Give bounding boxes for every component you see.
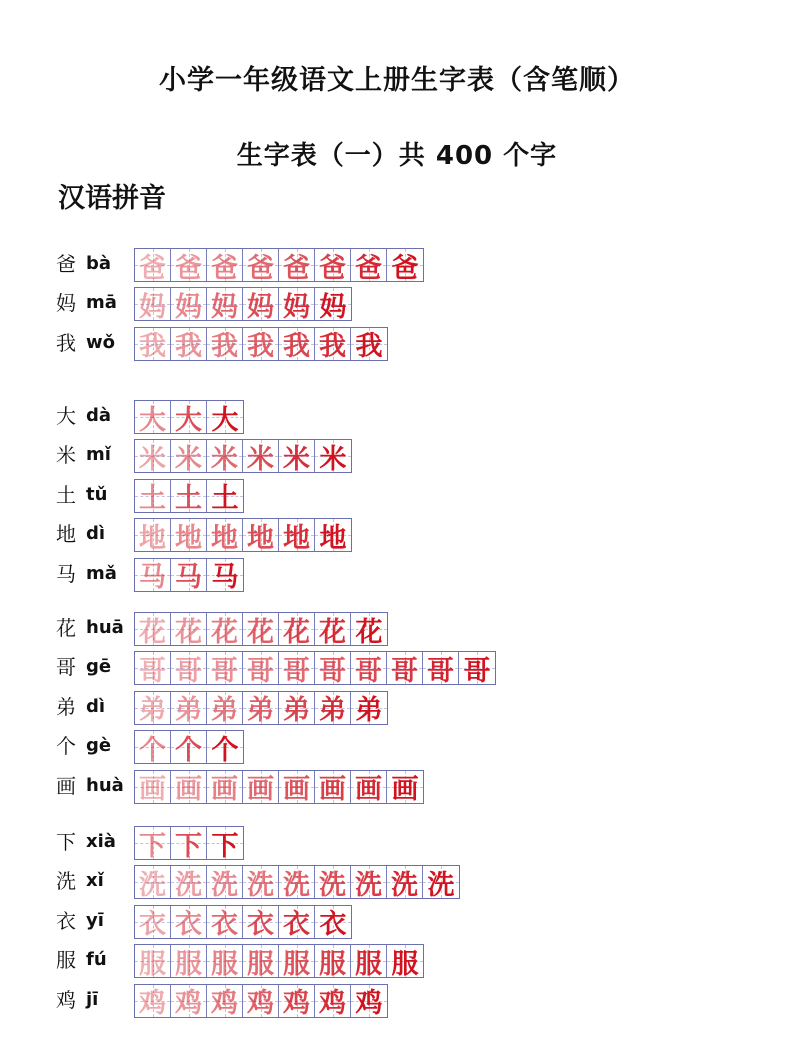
stroke-step-cell [351, 985, 387, 1020]
pinyin-label: yī [86, 909, 104, 931]
stroke-step-cell [279, 866, 315, 901]
stroke-step-glyph: 马 [139, 562, 166, 594]
stroke-step-cell [171, 328, 207, 363]
stroke-step-glyph: 地 [211, 522, 238, 554]
stroke-step-cell [207, 328, 243, 363]
stroke-step-glyph: 服 [247, 948, 274, 980]
stroke-step-cell [351, 613, 387, 648]
stroke-step-glyph: 爸 [391, 252, 419, 284]
stroke-order-grid [134, 612, 388, 646]
stroke-step-cell [135, 613, 171, 648]
pinyin-label: bà [86, 253, 112, 274]
stroke-step-cell [351, 652, 387, 687]
stroke-step-cell [315, 692, 351, 727]
stroke-step-glyph: 衣 [175, 909, 202, 941]
stroke-step-glyph: 洗 [391, 869, 418, 901]
stroke-step-glyph: 妈 [139, 291, 166, 323]
stroke-step-glyph: 土 [139, 483, 166, 515]
stroke-order-grid [134, 730, 244, 764]
stroke-step-cell [135, 401, 171, 436]
stroke-step-glyph: 衣 [139, 909, 166, 941]
stroke-step-glyph: 洗 [139, 869, 166, 901]
stroke-step-glyph: 下 [211, 830, 239, 862]
stroke-step-glyph: 大 [211, 404, 239, 436]
stroke-order-grid [134, 826, 244, 860]
character-label: 马 [56, 561, 76, 586]
stroke-step-cell [351, 866, 387, 901]
character-label: 我 [56, 330, 76, 355]
stroke-step-glyph: 我 [247, 331, 274, 363]
stroke-step-glyph: 爸 [175, 252, 202, 284]
stroke-step-glyph: 鸡 [247, 988, 274, 1020]
character-label: 地 [56, 522, 76, 547]
stroke-step-glyph: 画 [391, 774, 419, 806]
character-label: 花 [56, 616, 76, 640]
stroke-step-glyph: 花 [139, 616, 166, 648]
stroke-step-cell [171, 559, 207, 594]
stroke-step-glyph: 服 [175, 948, 202, 980]
stroke-step-cell [207, 827, 243, 862]
stroke-step-glyph: 我 [355, 331, 383, 363]
stroke-step-glyph: 哥 [319, 655, 346, 687]
stroke-step-glyph: 地 [247, 522, 274, 554]
stroke-step-cell [279, 692, 315, 727]
stroke-step-glyph: 下 [139, 830, 166, 862]
stroke-step-cell [387, 652, 423, 687]
character-label: 衣 [56, 908, 76, 933]
stroke-step-cell [207, 945, 243, 980]
stroke-step-cell [171, 945, 207, 980]
stroke-step-glyph: 弟 [139, 695, 166, 727]
stroke-step-cell [243, 945, 279, 980]
stroke-step-cell [171, 692, 207, 727]
stroke-step-glyph: 哥 [463, 655, 491, 687]
stroke-step-cell [135, 827, 171, 862]
stroke-step-glyph: 爸 [139, 252, 166, 284]
stroke-step-glyph: 画 [355, 774, 382, 806]
page-subtitle: 生字表（一）共 400 个字 [236, 141, 558, 171]
stroke-step-glyph: 哥 [175, 655, 202, 687]
character-label: 哥 [56, 655, 76, 680]
stroke-step-cell [315, 249, 351, 284]
stroke-step-cell [171, 906, 207, 941]
stroke-step-cell [207, 440, 243, 475]
stroke-step-glyph: 鸡 [211, 988, 238, 1020]
stroke-step-glyph: 花 [319, 616, 346, 648]
stroke-step-cell [207, 613, 243, 648]
stroke-step-glyph: 洗 [175, 869, 202, 901]
stroke-step-cell [387, 866, 423, 901]
character-label: 大 [56, 404, 76, 428]
stroke-step-cell [387, 771, 423, 806]
stroke-step-glyph: 地 [319, 522, 347, 554]
stroke-step-glyph: 服 [139, 948, 166, 980]
stroke-step-glyph: 妈 [283, 291, 310, 323]
stroke-step-glyph: 我 [175, 331, 202, 363]
stroke-step-glyph: 米 [247, 443, 274, 475]
character-label: 画 [56, 773, 76, 798]
stroke-step-glyph: 个 [139, 734, 166, 766]
stroke-step-cell [315, 613, 351, 648]
stroke-step-glyph: 哥 [211, 655, 238, 687]
pinyin-label: dà [86, 405, 112, 426]
stroke-step-glyph: 画 [319, 774, 346, 806]
stroke-order-grid [134, 691, 388, 725]
stroke-step-cell [171, 480, 207, 515]
stroke-step-glyph: 下 [175, 830, 202, 862]
stroke-order-grid [134, 518, 352, 552]
stroke-step-glyph: 爸 [319, 252, 346, 284]
stroke-step-cell [135, 771, 171, 806]
stroke-step-cell [207, 652, 243, 687]
stroke-step-glyph: 米 [175, 443, 202, 475]
stroke-step-cell [315, 945, 351, 980]
stroke-step-cell [135, 906, 171, 941]
stroke-step-glyph: 妈 [319, 291, 347, 323]
stroke-step-glyph: 爸 [211, 252, 238, 284]
stroke-step-glyph: 米 [283, 443, 310, 475]
stroke-order-grid [134, 984, 388, 1018]
stroke-step-glyph: 服 [391, 948, 419, 980]
stroke-step-cell [351, 945, 387, 980]
stroke-step-glyph: 地 [175, 522, 202, 554]
pinyin-label: xià [86, 831, 116, 852]
stroke-step-cell [315, 866, 351, 901]
stroke-step-cell [243, 906, 279, 941]
stroke-order-grid [134, 770, 424, 804]
stroke-step-cell [387, 249, 423, 284]
stroke-order-grid [134, 651, 496, 685]
character-label: 个 [56, 734, 76, 759]
stroke-step-cell [171, 731, 207, 766]
stroke-step-cell [207, 249, 243, 284]
stroke-step-glyph: 马 [211, 562, 239, 594]
stroke-step-glyph: 洗 [247, 869, 274, 901]
stroke-step-glyph: 洗 [319, 869, 346, 901]
stroke-step-cell [315, 985, 351, 1020]
stroke-step-glyph: 土 [211, 483, 239, 515]
pinyin-label: dì [86, 523, 106, 545]
stroke-step-cell [279, 440, 315, 475]
stroke-step-glyph: 我 [319, 331, 346, 363]
stroke-step-glyph: 洗 [283, 869, 310, 901]
stroke-step-glyph: 弟 [247, 695, 274, 727]
stroke-step-cell [279, 613, 315, 648]
pinyin-label: tǔ [86, 483, 108, 505]
stroke-step-glyph: 衣 [211, 909, 238, 941]
stroke-step-glyph: 衣 [319, 909, 347, 941]
stroke-step-cell [171, 985, 207, 1020]
stroke-step-glyph: 弟 [283, 695, 310, 727]
stroke-step-cell [135, 328, 171, 363]
stroke-step-glyph: 弟 [319, 695, 346, 727]
character-label: 鸡 [56, 987, 76, 1012]
stroke-step-cell [207, 985, 243, 1020]
stroke-step-cell [315, 328, 351, 363]
stroke-step-cell [135, 731, 171, 766]
stroke-order-grid [134, 327, 388, 361]
stroke-step-glyph: 土 [175, 483, 202, 515]
stroke-step-cell [207, 906, 243, 941]
stroke-step-cell [243, 288, 279, 323]
stroke-step-glyph: 弟 [211, 695, 238, 727]
stroke-step-cell [243, 652, 279, 687]
character-label: 米 [56, 443, 76, 468]
pinyin-label: wǒ [86, 331, 115, 353]
stroke-step-cell [243, 328, 279, 363]
stroke-step-cell [243, 692, 279, 727]
pinyin-label: mǎ [86, 562, 117, 584]
section-heading: 汉语拼音 [58, 183, 166, 214]
stroke-step-cell [243, 249, 279, 284]
character-label: 下 [56, 830, 76, 854]
stroke-step-glyph: 花 [175, 616, 202, 648]
stroke-step-glyph: 米 [211, 443, 238, 475]
stroke-step-glyph: 妈 [175, 291, 202, 323]
stroke-step-cell [315, 440, 351, 475]
stroke-step-cell [171, 652, 207, 687]
stroke-step-cell [243, 771, 279, 806]
stroke-step-cell [135, 440, 171, 475]
stroke-step-cell [207, 480, 243, 515]
stroke-order-grid [134, 905, 352, 939]
stroke-step-glyph: 花 [283, 616, 310, 648]
stroke-step-glyph: 哥 [139, 655, 166, 687]
stroke-order-grid [134, 479, 244, 513]
stroke-step-glyph: 画 [175, 774, 202, 806]
stroke-step-glyph: 画 [211, 774, 238, 806]
stroke-step-cell [279, 249, 315, 284]
stroke-step-glyph: 米 [139, 443, 166, 475]
stroke-step-glyph: 我 [211, 331, 238, 363]
stroke-step-cell [279, 985, 315, 1020]
stroke-step-glyph: 哥 [427, 655, 454, 687]
stroke-step-glyph: 爸 [283, 252, 310, 284]
stroke-step-cell [207, 731, 243, 766]
stroke-step-cell [135, 288, 171, 323]
stroke-order-grid [134, 248, 424, 282]
stroke-step-glyph: 画 [247, 774, 274, 806]
stroke-step-glyph: 我 [283, 331, 310, 363]
stroke-step-cell [279, 771, 315, 806]
stroke-order-grid [134, 439, 352, 473]
stroke-step-cell [135, 480, 171, 515]
pinyin-label: huà [86, 774, 124, 796]
stroke-step-glyph: 爸 [247, 252, 274, 284]
stroke-step-cell [423, 652, 459, 687]
stroke-step-cell [171, 827, 207, 862]
stroke-step-glyph: 服 [283, 948, 310, 980]
pinyin-label: mǐ [86, 444, 111, 466]
stroke-step-cell [243, 440, 279, 475]
stroke-step-cell [207, 771, 243, 806]
stroke-step-cell [207, 559, 243, 594]
stroke-step-cell [243, 613, 279, 648]
stroke-step-glyph: 妈 [211, 291, 238, 323]
stroke-step-glyph: 衣 [283, 909, 310, 941]
stroke-step-glyph: 服 [319, 948, 346, 980]
stroke-step-cell [387, 945, 423, 980]
stroke-step-cell [207, 519, 243, 554]
stroke-step-cell [279, 328, 315, 363]
pinyin-label: gē [86, 656, 112, 678]
stroke-step-cell [351, 249, 387, 284]
pinyin-label: dì [86, 695, 106, 717]
stroke-step-cell [243, 519, 279, 554]
character-label: 服 [56, 948, 76, 973]
stroke-step-glyph: 鸡 [175, 988, 202, 1020]
stroke-step-glyph: 鸡 [283, 988, 310, 1020]
stroke-step-cell [171, 771, 207, 806]
stroke-step-glyph: 洗 [427, 869, 455, 901]
stroke-step-glyph: 鸡 [355, 988, 383, 1020]
stroke-step-glyph: 画 [283, 774, 310, 806]
stroke-step-cell [135, 985, 171, 1020]
stroke-step-cell [423, 866, 459, 901]
stroke-step-cell [279, 652, 315, 687]
stroke-step-cell [135, 519, 171, 554]
stroke-step-cell [135, 866, 171, 901]
stroke-step-glyph: 哥 [247, 655, 274, 687]
stroke-step-cell [171, 866, 207, 901]
pinyin-label: fú [86, 949, 107, 971]
stroke-step-glyph: 花 [247, 616, 274, 648]
stroke-step-cell [171, 613, 207, 648]
stroke-step-glyph: 米 [319, 443, 347, 475]
stroke-step-glyph: 花 [211, 616, 238, 648]
stroke-step-cell [207, 288, 243, 323]
stroke-step-cell [171, 440, 207, 475]
stroke-step-glyph: 哥 [391, 655, 418, 687]
stroke-step-cell [171, 288, 207, 323]
stroke-step-cell [171, 249, 207, 284]
stroke-step-cell [171, 519, 207, 554]
pinyin-label: xǐ [86, 870, 104, 892]
character-label: 弟 [56, 694, 76, 719]
stroke-step-cell [135, 559, 171, 594]
stroke-step-glyph: 衣 [247, 909, 274, 941]
character-label: 爸 [56, 252, 76, 276]
character-label: 洗 [56, 869, 76, 894]
stroke-step-glyph: 大 [139, 404, 166, 436]
stroke-step-glyph: 哥 [283, 655, 310, 687]
pinyin-label: jī [86, 988, 99, 1010]
stroke-step-cell [315, 519, 351, 554]
pinyin-label: gè [86, 735, 112, 757]
stroke-step-glyph: 妈 [247, 291, 274, 323]
pinyin-label: mā [86, 292, 117, 314]
stroke-step-glyph: 爸 [355, 252, 382, 284]
stroke-step-cell [207, 692, 243, 727]
stroke-step-glyph: 画 [139, 774, 166, 806]
stroke-order-grid [134, 558, 244, 592]
stroke-step-glyph: 服 [211, 948, 238, 980]
stroke-step-glyph: 花 [355, 616, 383, 648]
stroke-step-glyph: 弟 [175, 695, 202, 727]
stroke-step-cell [315, 288, 351, 323]
stroke-step-cell [171, 401, 207, 436]
stroke-step-cell [279, 288, 315, 323]
stroke-step-cell [315, 771, 351, 806]
stroke-step-glyph: 大 [175, 404, 202, 436]
stroke-step-cell [279, 906, 315, 941]
character-label: 妈 [56, 291, 76, 316]
character-label: 土 [56, 482, 76, 507]
stroke-step-cell [243, 866, 279, 901]
stroke-step-glyph: 个 [211, 734, 239, 766]
stroke-step-cell [351, 771, 387, 806]
stroke-step-glyph: 地 [283, 522, 310, 554]
stroke-step-cell [351, 692, 387, 727]
stroke-step-cell [207, 401, 243, 436]
stroke-step-glyph: 弟 [355, 695, 383, 727]
stroke-order-grid [134, 944, 424, 978]
stroke-step-glyph: 马 [175, 562, 202, 594]
stroke-step-cell [135, 945, 171, 980]
stroke-step-cell [351, 328, 387, 363]
stroke-step-cell [135, 652, 171, 687]
stroke-step-glyph: 鸡 [139, 988, 166, 1020]
stroke-step-cell [279, 519, 315, 554]
stroke-step-glyph: 哥 [355, 655, 382, 687]
page-title: 小学一年级语文上册生字表（含笔顺） [159, 65, 635, 96]
stroke-order-grid [134, 865, 460, 899]
stroke-step-cell [135, 249, 171, 284]
stroke-step-glyph: 洗 [355, 869, 382, 901]
stroke-step-glyph: 地 [139, 522, 166, 554]
stroke-step-cell [279, 945, 315, 980]
stroke-step-glyph: 服 [355, 948, 382, 980]
stroke-step-cell [135, 692, 171, 727]
stroke-step-glyph: 鸡 [319, 988, 346, 1020]
stroke-step-cell [315, 652, 351, 687]
stroke-step-glyph: 洗 [211, 869, 238, 901]
stroke-step-cell [207, 866, 243, 901]
stroke-step-glyph: 我 [139, 331, 166, 363]
stroke-order-grid [134, 400, 244, 434]
stroke-step-glyph: 个 [175, 734, 202, 766]
stroke-step-cell [315, 906, 351, 941]
stroke-step-cell [459, 652, 495, 687]
stroke-order-grid [134, 287, 352, 321]
pinyin-label: huā [86, 617, 124, 638]
stroke-step-cell [243, 985, 279, 1020]
